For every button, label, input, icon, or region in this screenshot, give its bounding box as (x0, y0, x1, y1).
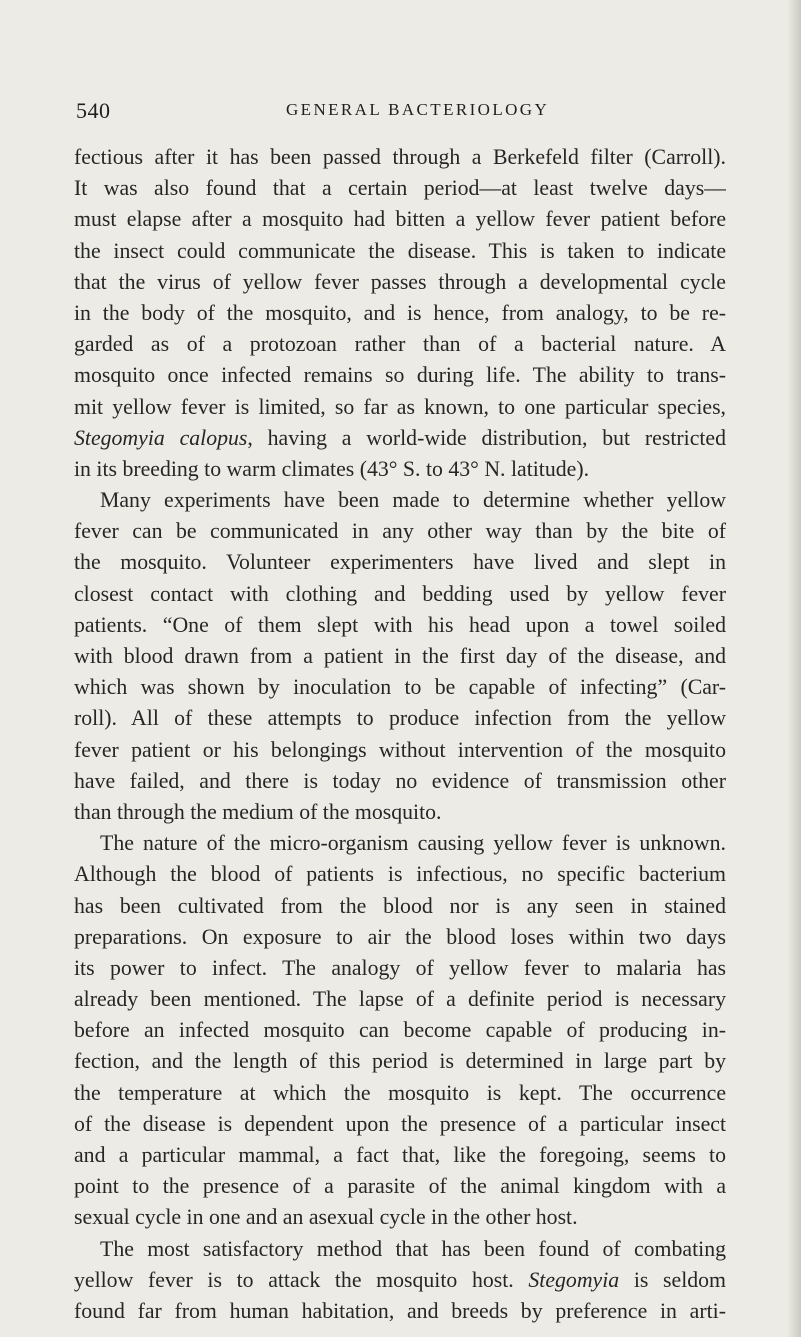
text-line: and a particular mammal, a fact that, like the foregoing, seems to (74, 1143, 726, 1167)
text-line: in the body of the mosquito, and is hence, from analogy, to be re- (74, 300, 726, 325)
text-line: The most satisfactory method that has been found of combating (100, 1236, 726, 1261)
text-line: fever patient or his belongings without intervention of the mosquito (74, 737, 726, 762)
text-line: Although the blood of patients is infectious, no specific bacterium (74, 862, 726, 887)
running-header (76, 98, 726, 128)
page-number: 540 (76, 98, 111, 123)
text-segment: , having a world-wide distribution, but restricted (247, 425, 726, 450)
text-line: closest contact with clothing and bedding used by yellow fever (74, 581, 726, 606)
text-line: which was shown by inoculation to be capable of infecting” (Car- (74, 675, 726, 700)
text-segment: yellow fever is to attack the mosquito host. (74, 1267, 529, 1292)
running-title: GENERAL BACTERIOLOGY (286, 100, 550, 119)
text-line: found far from human habitation, and breeds by preference in arti- (74, 1298, 726, 1323)
text-line: that the virus of yellow fever passes through a developmental cycle (74, 269, 726, 294)
text-line: its power to infect. The analogy of yellow fever to malaria has (74, 955, 726, 980)
text-line: before an infected mosquito can become capable of producing in- (74, 1018, 726, 1043)
text-line: It was also found that a certain period—at least twelve days— (74, 176, 726, 201)
text-line: mosquito once infected remains so during life. The ability to trans- (74, 363, 726, 388)
text-line: point to the presence of a parasite of the animal kingdom with a (74, 1174, 726, 1199)
text-line: the insect could communicate the disease. This is taken to indicate (74, 238, 726, 263)
text-line: the temperature at which the mosquito is kept. The occurrence (74, 1080, 726, 1105)
text-line: than through the medium of the mosquito. (74, 799, 442, 824)
text-line: The nature of the micro-organism causing yellow fever is unknown. (100, 831, 726, 856)
text-line: preparations. On exposure to air the blood loses within two days (74, 924, 726, 949)
text-segment: is seldom (619, 1267, 726, 1292)
text-line: of the disease is dependent upon the presence of a particular insect (74, 1111, 726, 1136)
text-line: roll). All of these attempts to produce infection from the yellow (74, 706, 726, 731)
text-line: garded as of a protozoan rather than of a bacterial nature. A (74, 332, 726, 357)
italic-species-name: Stegomyia calopus (74, 425, 248, 450)
text-line: Many experiments have been made to determine whether yellow (100, 488, 726, 513)
text-line: the mosquito. Volunteer experimenters have lived and slept in (74, 550, 726, 575)
text-line: fection, and the length of this period is determined in large part by (74, 1049, 726, 1074)
text-line: patients. “One of them slept with his head upon a towel soiled (74, 612, 726, 637)
text-line: sexual cycle in one and an asexual cycle in the other host. (74, 1205, 578, 1230)
text-line (74, 423, 726, 454)
italic-species-name: Stegomyia (528, 1267, 620, 1292)
text-line (74, 1265, 726, 1296)
body-text (74, 142, 726, 1327)
text-line: must elapse after a mosquito had bitten a yellow fever patient before (74, 207, 726, 232)
page-edge-shadow (787, 0, 801, 1337)
text-line: in its breeding to warm climates (43° S. to 43° N. latitude). (74, 456, 590, 481)
text-line: with blood drawn from a patient in the first day of the disease, and (74, 644, 726, 668)
text-line: has been cultivated from the blood nor is any seen in stained (74, 893, 726, 918)
text-line: mit yellow fever is limited, so far as known, to one particular species, (74, 394, 726, 419)
text-line: fectious after it has been passed through a Berkefeld filter (Carroll). (74, 145, 726, 169)
text-line: have failed, and there is today no evidence of transmission other (74, 768, 726, 793)
text-line: already been mentioned. The lapse of a definite period is necessary (74, 987, 726, 1012)
text-line: fever can be communicated in any other way than by the bite of (74, 519, 726, 544)
